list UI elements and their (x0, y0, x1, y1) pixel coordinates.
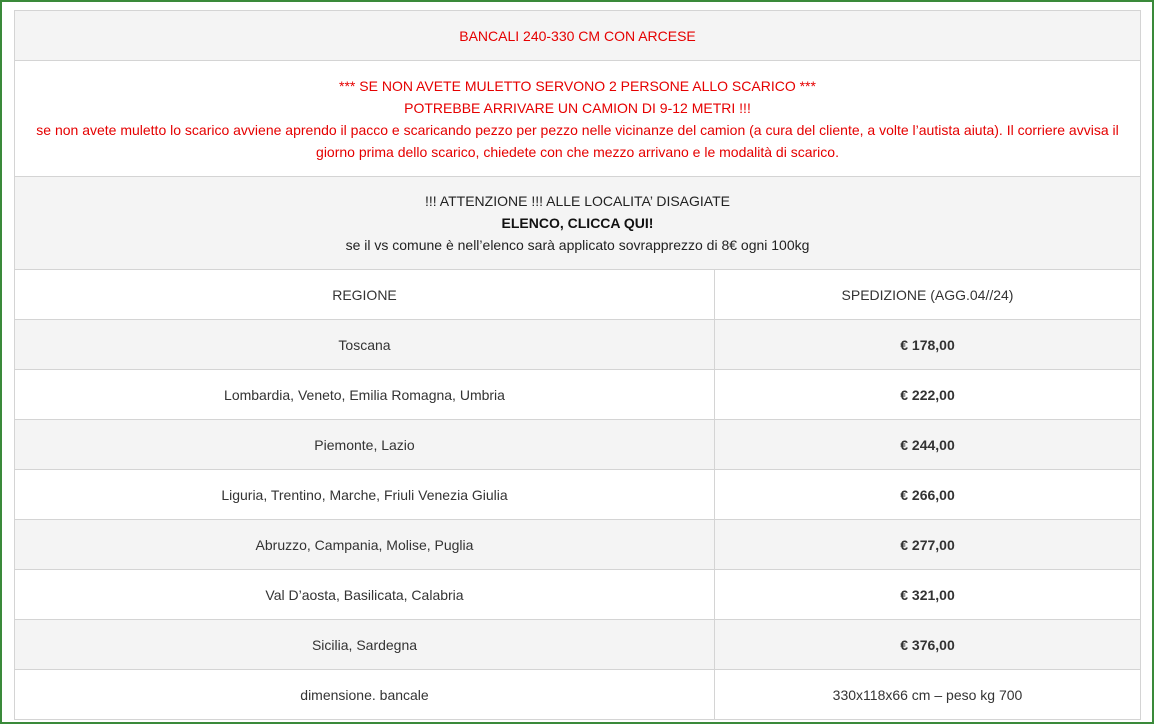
table-row (15, 420, 1141, 470)
region-cell: Toscana (15, 320, 715, 370)
table-row (15, 470, 1141, 520)
price-cell: € 222,00 (715, 370, 1141, 420)
price-cell: € 244,00 (715, 420, 1141, 470)
table-row (15, 620, 1141, 670)
region-cell: Abruzzo, Campania, Molise, Puglia (15, 520, 715, 570)
region-cell: Piemonte, Lazio (15, 420, 715, 470)
region-cell: Val D’aosta, Basilicata, Calabria (15, 570, 715, 620)
price-cell: € 178,00 (715, 320, 1141, 370)
table-title: BANCALI 240-330 CM CON ARCESE (15, 11, 1141, 61)
title-row (15, 11, 1141, 61)
column-header-shipping: SPEDIZIONE (AGG.04//24) (715, 270, 1141, 320)
notice-block (15, 177, 1141, 270)
warning-row (15, 61, 1141, 177)
footer-row (15, 670, 1141, 720)
region-cell: Sicilia, Sardegna (15, 620, 715, 670)
notice-line-surcharge: se il vs comune è nell’elenco sarà applicato sovrapprezzo di 8€ ogni 100kg (345, 237, 810, 253)
region-cell: Liguria, Trentino, Marche, Friuli Venezia Giulia (15, 470, 715, 520)
table-row (15, 520, 1141, 570)
warning-line-unloading: se non avete muletto lo scarico avviene aprendo il pacco e scaricando pezzo per pezzo nelle vicinanze del camion (a cura del cliente, a volte l’autista aiuta). Il corriere avvisa il giorno prima dello scarico, chiedete con che mezzo arrivano e le modalità di scarico. (36, 121, 1119, 160)
column-header-region: REGIONE (15, 270, 715, 320)
price-cell: € 277,00 (715, 520, 1141, 570)
pallet-dimension-label: dimensione. bancale (15, 670, 715, 720)
warning-line-truck: POTREBBE ARRIVARE UN CAMION DI 9-12 METRI !!! (404, 99, 751, 116)
table-row (15, 570, 1141, 620)
region-cell: Lombardia, Veneto, Emilia Romagna, Umbria (15, 370, 715, 420)
header-row (15, 270, 1141, 320)
locations-list-link[interactable]: ELENCO, CLICCA QUI! (501, 215, 654, 231)
warning-block (15, 61, 1141, 177)
price-cell: € 376,00 (715, 620, 1141, 670)
shipping-table (14, 10, 1141, 720)
table-row (15, 370, 1141, 420)
notice-row (15, 177, 1141, 270)
price-cell: € 266,00 (715, 470, 1141, 520)
notice-line-attention: !!! ATTENZIONE !!! ALLE LOCALITA’ DISAGIATE (425, 193, 730, 209)
price-cell: € 321,00 (715, 570, 1141, 620)
pallet-dimension-value: 330x118x66 cm – peso kg 700 (715, 670, 1141, 720)
warning-line-forklift: *** SE NON AVETE MULETTO SERVONO 2 PERSONE ALLO SCARICO *** (339, 77, 816, 94)
table-row (15, 320, 1141, 370)
